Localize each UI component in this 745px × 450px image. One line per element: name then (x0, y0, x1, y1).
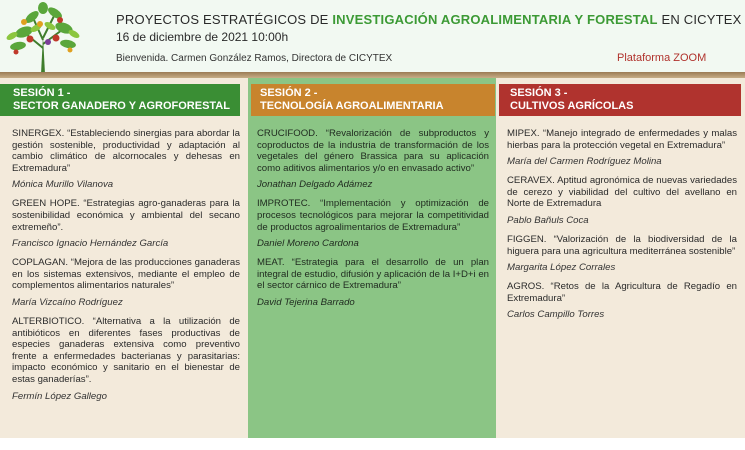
project-item (507, 128, 737, 168)
session-1-column (0, 78, 248, 438)
project-description: AGROS. “Retos de la Agricultura de Regadío en Extremadura” (507, 281, 737, 304)
project-description: SINERGEX. “Estableciendo sinergias para abordar la gestión sostenible, productividad y adaptación al cambio climático de alcornocales y dehesas en Extremadura” (12, 128, 240, 174)
session-2-title: SESIÓN 2 - (260, 87, 318, 99)
project-item (12, 257, 240, 309)
project-description: CERAVEX. Aptitud agronómica de nuevas variedades de cerezo y viabilidad del cultivo del avellano en Norte de Extremadura (507, 175, 737, 210)
session-2-subtitle: TECNOLOGÍA AGROALIMENTARIA (260, 100, 444, 112)
project-author: Jonathan Delgado Adámez (257, 179, 373, 191)
session-1-header (0, 84, 240, 116)
title-prefix: PROYECTOS ESTRATÉGICOS DE (116, 12, 333, 27)
project-item (507, 175, 737, 227)
project-author: Daniel Moreno Cardona (257, 238, 359, 250)
session-3-subtitle: CULTIVOS AGRÍCOLAS (510, 100, 634, 112)
project-author: María Vizcaíno Rodríguez (12, 296, 123, 308)
session-3-header (499, 84, 741, 116)
project-description: MIPEX. “Manejo integrado de enfermedades y malas hierbas para la protección vegetal en Extremadura” (507, 128, 737, 151)
session-1-subtitle: SECTOR GANADERO Y AGROFORESTAL (13, 100, 230, 112)
project-description: MEAT. “Estrategia para el desarrollo de un plan integral de estudio, difusión y aplicación de la I+D+i en el sector cárnico de Extremadura” (257, 257, 489, 292)
session-2-column (248, 78, 496, 438)
project-description: CRUCIFOOD. “Revalorización de subproductos y coproductos de la industria de transformación de los vegetales del género Brassica para su aplicación como aditivos alimentarios y/o en envasado activo” (257, 128, 489, 174)
project-item (507, 234, 737, 274)
session-3-title: SESIÓN 3 - (510, 87, 568, 99)
project-item (257, 257, 489, 309)
project-author: Margarita López Corrales (507, 262, 616, 274)
project-item (507, 281, 737, 321)
tree-logo-icon (4, 2, 82, 74)
project-item (257, 198, 489, 250)
welcome-text: Bienvenida. Carmen González Ramos, Directora de CICYTEX (116, 53, 393, 64)
project-description: FIGGEN. “Valorización de la biodiversidad de la higuera para una agricultura mediterránea sostenible” (507, 233, 737, 257)
project-description: IMPROTEC. “Implementación y optimización de procesos tecnológicos para mejorar la competitividad de productos agroalimentarios de Extremadura” (257, 198, 489, 233)
project-author: Pablo Bañuls Coca (507, 214, 589, 226)
event-date: 16 de diciembre de 2021 10:00h (116, 30, 289, 44)
platform-label: Plataforma ZOOM (617, 52, 707, 64)
project-description: GREEN HOPE. “Estrategias agro-ganaderas para la sostenibilidad económica y ambiental del secano extremeño”. (12, 198, 240, 233)
project-author: Mónica Murillo Vilanova (12, 179, 114, 191)
project-author: María del Carmen Rodríguez Molina (507, 156, 662, 168)
project-author: Carlos Campillo Torres (507, 309, 605, 321)
project-author: David Tejerina Barrado (257, 296, 355, 308)
project-item (12, 316, 240, 403)
title-highlight: INVESTIGACIÓN AGROALIMENTARIA Y FORESTAL (332, 12, 658, 27)
session-1-title: SESIÓN 1 - (13, 87, 71, 99)
header (0, 0, 745, 74)
page-title (116, 12, 742, 27)
project-author: Fermín López Gallego (12, 390, 107, 402)
title-suffix: EN CICYTEX (657, 12, 742, 27)
project-description: ALTERBIOTICO. “Alternativa a la utilización de antibióticos en diferentes fases productivas de especies ganaderas extensiva como preventivo frente a enfermedades bacterianas y parasitarias: impacto económico y sanitario en el bienestar de estas ganaderías”. (12, 315, 240, 385)
project-description: COPLAGAN. “Mejora de las producciones ganaderas en los sistemas extensivos, mediante el empleo de complementos alimentarios naturales” (12, 257, 240, 292)
session-2-header (251, 84, 495, 116)
project-item (12, 128, 240, 191)
project-author: Francisco Ignacio Hernández García (12, 238, 169, 250)
project-item (12, 198, 240, 250)
project-item (257, 128, 489, 191)
session-3-column (496, 78, 745, 438)
